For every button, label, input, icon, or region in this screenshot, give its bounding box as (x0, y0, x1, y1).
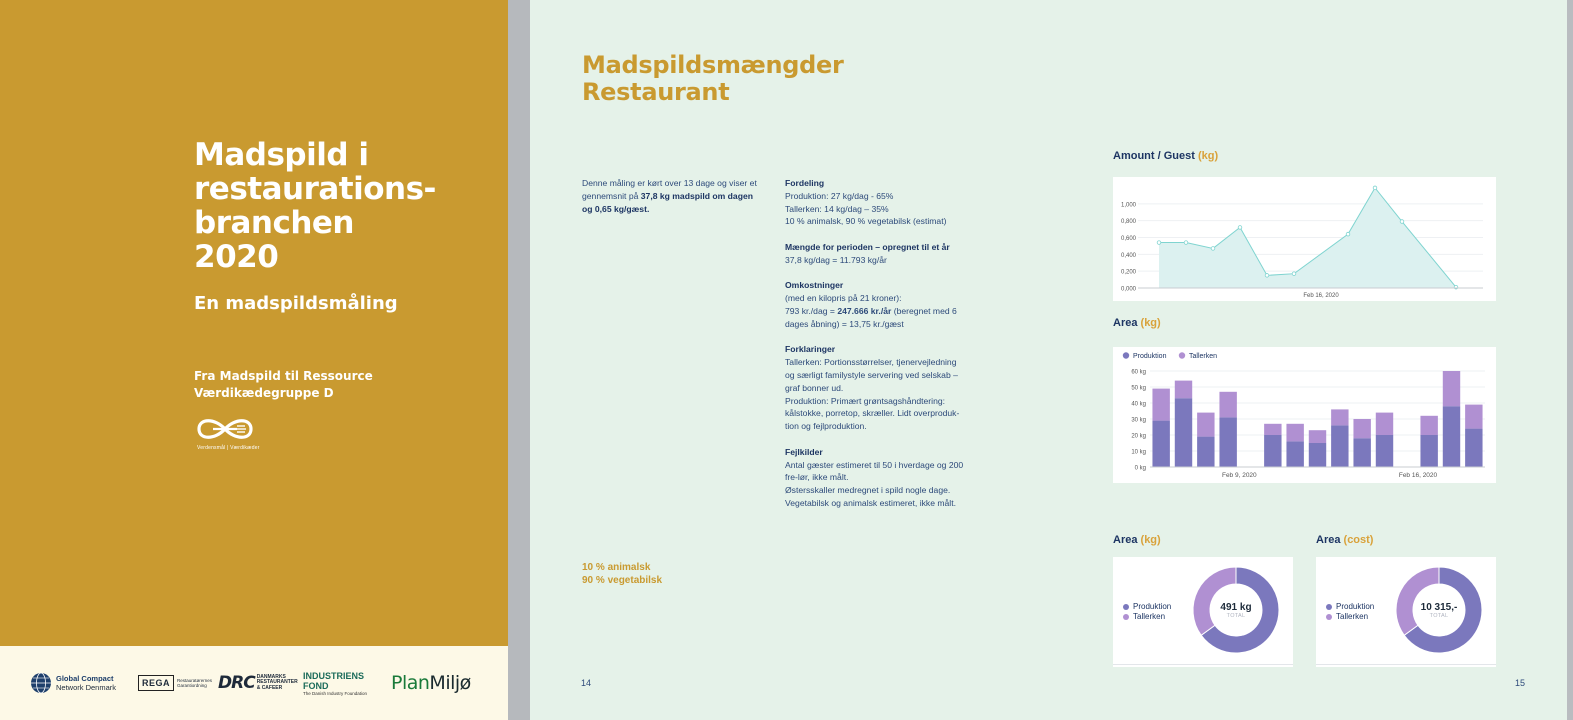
intro-plain: Denne måling er kørt over 13 dage og viser et gennemsnit på (582, 178, 757, 201)
x-tick-label: Feb 16, 2020 (1398, 472, 1438, 479)
ind-line2: FOND (303, 680, 329, 691)
legend-label: Produktion (1336, 602, 1375, 611)
chart-title-amount-guest (1113, 150, 1218, 162)
data-point (1400, 220, 1404, 224)
bar-segment-tallerken (1376, 413, 1393, 435)
legend-label: Tallerken (1189, 353, 1218, 360)
y-tick-label: 0,400 (1120, 252, 1136, 259)
y-tick-label: 50 kg (1131, 385, 1146, 392)
area-chart-panel (1113, 177, 1496, 301)
industriens-fond-logo (303, 666, 367, 700)
section-heading: Forklaringer (785, 344, 836, 355)
drc-mark: DRC (218, 673, 255, 693)
bar-segment-tallerken (1420, 416, 1437, 435)
chart-unit: (kg) (1197, 150, 1219, 162)
cover-title-line: Madspild i (194, 137, 369, 173)
bar-segment-tallerken (1152, 389, 1169, 421)
y-tick-label: 0 kg (1134, 465, 1146, 472)
cover-from-line: Fra Madspild til Ressource (194, 369, 373, 383)
bar-segment-produktion (1264, 435, 1281, 467)
intro-bold: 37,8 kg madspild om dagen og 0,65 kg/gæst. (582, 191, 753, 214)
bar-segment-tallerken (1197, 413, 1214, 437)
drc-logo (218, 666, 299, 700)
content-page (530, 0, 1567, 720)
chart-title-text: Amount / Guest (1113, 150, 1195, 162)
section-line: 10 % animalsk, 90 % vegetabilsk (estimat) (785, 216, 947, 227)
gc-line1: Global Compact (56, 674, 114, 683)
cover-title-line: 2020 (194, 239, 279, 275)
x-tick-label: Feb 9, 2020 (1221, 472, 1257, 479)
legend-label: Tallerken (1133, 612, 1166, 621)
section-line: Tallerken: 14 kg/dag – 35% (785, 203, 889, 214)
cost-year: 247.666 kr./år (837, 305, 892, 316)
donut-total-label: TOTAL (1429, 613, 1449, 619)
animal-note (582, 561, 662, 587)
rega-text: Restauratørernes Garantiordning (177, 677, 213, 688)
cover-from-line: Værdikædegruppe D (194, 386, 334, 400)
bar-segment-tallerken (1353, 419, 1370, 438)
section-line: 37,8 kg/dag = 11.793 kg/år (785, 254, 887, 265)
plan-text: Plan (391, 672, 430, 694)
section-fejlkilder (785, 446, 967, 510)
bar-segment-produktion (1331, 425, 1348, 467)
y-tick-label: 0,200 (1120, 269, 1136, 276)
data-point (1292, 272, 1296, 276)
section-heading: Fejlkilder (785, 446, 823, 457)
planmiljo-logo (391, 666, 471, 700)
page-number: 14 (581, 678, 592, 688)
cost-note: (beregnet med 6 dages åbning) = 13,75 kr./gæst (785, 305, 957, 329)
legend-swatch (1179, 352, 1185, 358)
page-title (582, 52, 844, 106)
section-forklaringer (785, 343, 967, 433)
donut-center (1409, 602, 1469, 619)
page-edge (1567, 0, 1573, 720)
ind-sub: The Danish Industry Foundation (303, 690, 368, 696)
section-fordeling (785, 177, 967, 228)
legend-label: Tallerken (1336, 612, 1369, 621)
page-title-line: Madspildsmængder (582, 51, 844, 79)
data-point (1211, 247, 1215, 251)
donut-chart (1113, 557, 1293, 667)
chart-unit: (kg) (1140, 534, 1161, 546)
globe-icon (30, 672, 52, 694)
donut-panel-cost (1316, 557, 1496, 667)
section-line: Produktion: Primært grøntsagshåndtering: kålstokke, porretop, skræller. Lidt overproduk-tion og fejlproduktion. (785, 395, 960, 432)
chart-title-donut-kg (1113, 534, 1161, 546)
data-point (1157, 241, 1161, 245)
page-title-line: Restaurant (582, 78, 730, 106)
logo-caption: Verdensmål | Værdikæder (197, 445, 260, 451)
section-line: Østersskaller medregnet i spild nogle dage. (785, 485, 951, 496)
data-point (1346, 232, 1350, 236)
cover-title (194, 138, 494, 274)
chart-title-text: Area (1113, 534, 1138, 546)
gc-line2: Network Denmark (56, 683, 117, 692)
bar-segment-tallerken (1264, 424, 1281, 435)
miljo-text: Miljø (429, 672, 471, 694)
cover-title-line: branchen (194, 205, 355, 241)
data-point (1238, 226, 1242, 230)
rega-logo (138, 666, 217, 700)
y-tick-label: 0,000 (1120, 286, 1136, 293)
bar-segment-produktion (1376, 435, 1393, 467)
bar-segment-produktion (1420, 435, 1437, 467)
bar-segment-produktion (1286, 441, 1303, 467)
vegetable-line: 90 % vegetabilsk (582, 575, 663, 586)
section-line: Antal gæster estimeret til 50 i hverdage og 200 fre-lør, ikke målt. (785, 459, 964, 483)
bar-segment-produktion (1219, 417, 1236, 467)
bar-segment-tallerken (1175, 381, 1192, 399)
section-omkostninger (785, 279, 967, 330)
y-tick-label: 30 kg (1131, 417, 1146, 424)
drc-text: DANMARKS RESTAURANTER & CAFEER (256, 673, 298, 691)
section-line: Produktion: 27 kg/dag - 65% (785, 190, 894, 201)
data-point (1373, 186, 1377, 190)
bar-segment-tallerken (1443, 371, 1460, 406)
cover-from (194, 368, 373, 402)
bar-segment-produktion (1197, 437, 1214, 467)
section-heading: Omkostninger (785, 280, 844, 291)
panel-divider (1316, 664, 1496, 665)
area-chart (1113, 177, 1496, 301)
legend-label: Produktion (1133, 353, 1167, 360)
data-point (1184, 241, 1188, 245)
chart-unit: (kg) (1140, 317, 1161, 329)
bar-segment-produktion (1353, 438, 1370, 467)
ind-line1: INDUSTRIENS (303, 670, 365, 681)
chart-title-text: Area (1316, 534, 1341, 546)
donut-center (1206, 602, 1266, 619)
donut-total-value: 491 kg (1220, 602, 1252, 613)
infinity-fork-logo-icon (193, 412, 257, 446)
bar-segment-tallerken (1286, 424, 1303, 442)
section-heading: Fordeling (785, 178, 825, 188)
donut-total-value: 10 315,- (1420, 602, 1458, 613)
data-point (1265, 274, 1269, 278)
legend-swatch (1123, 352, 1129, 358)
chart-title-text: Area (1113, 317, 1138, 329)
y-tick-label: 0,800 (1120, 219, 1136, 226)
bar-chart-panel (1113, 347, 1496, 483)
section-line: (med en kilopris på 21 kroner): (785, 293, 902, 304)
y-tick-label: 60 kg (1131, 369, 1146, 376)
animal-line: 10 % animalsk (582, 562, 651, 573)
stacked-bar-chart (1113, 347, 1496, 483)
donut-total-label: TOTAL (1226, 613, 1246, 619)
bar-segment-produktion (1465, 429, 1482, 467)
y-tick-label: 10 kg (1131, 449, 1146, 456)
sponsor-band (0, 646, 508, 720)
intro-text (582, 177, 762, 216)
bar-segment-produktion (1443, 406, 1460, 467)
cover-page (0, 0, 508, 720)
donut-panel-kg (1113, 557, 1293, 667)
chart-title-area-kg (1113, 317, 1161, 329)
global-compact-logo (30, 666, 116, 700)
panel-divider (1113, 664, 1293, 665)
y-tick-label: 20 kg (1131, 433, 1146, 440)
section-line: Tallerken: Portionsstørrelser, tjenervejledning og særligt familystyle servering ved selskab – graf bonner ud. (785, 357, 958, 393)
details-column (785, 177, 967, 523)
bar-segment-tallerken (1331, 409, 1348, 425)
donut-chart (1316, 557, 1496, 667)
section-line: Vegetabilsk og animalsk estimeret, ikke målt. (785, 497, 956, 508)
section-maengde (785, 241, 967, 267)
bar-segment-tallerken (1465, 405, 1482, 429)
y-tick-label: 1,000 (1120, 202, 1136, 209)
page-number: 15 (1515, 678, 1526, 688)
cover-subtitle: En madspildsmåling (194, 293, 398, 314)
bar-segment-produktion (1309, 443, 1326, 467)
y-tick-label: 0,600 (1120, 236, 1136, 242)
chart-title-donut-cost (1316, 534, 1373, 546)
book-gutter (508, 0, 530, 720)
x-tick-label: Feb 16, 2020 (1303, 293, 1339, 299)
bar-segment-tallerken (1309, 430, 1326, 443)
chart-unit: (cost) (1343, 534, 1374, 546)
rega-mark: REGA (138, 675, 174, 691)
bar-segment-tallerken (1219, 392, 1236, 418)
section-line (785, 305, 967, 331)
bar-segment-produktion (1175, 398, 1192, 467)
cover-title-line: restaurations- (194, 171, 436, 207)
legend-label: Produktion (1133, 602, 1172, 611)
section-heading: Mængde for perioden – opregnet til et år (785, 241, 950, 252)
cost-day: 793 kr./dag = (785, 305, 838, 316)
y-tick-label: 40 kg (1131, 401, 1146, 408)
bar-segment-produktion (1152, 421, 1169, 467)
